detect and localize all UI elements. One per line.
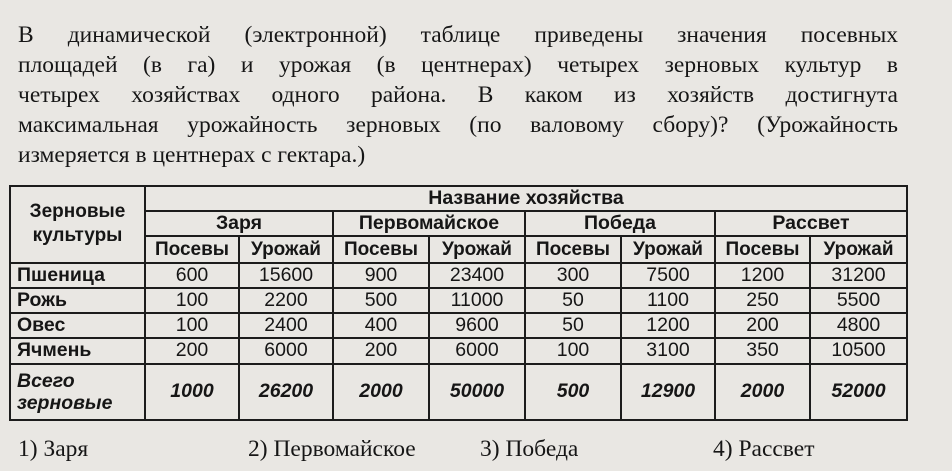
total-row-label: [10, 364, 145, 421]
table-cell: 6000: [239, 338, 333, 363]
farm-header-rassvet: Рассвет: [715, 211, 907, 236]
table-cell: 6000: [429, 338, 525, 363]
sub-header-harvest: Урожай: [810, 236, 907, 262]
table-cell: 100: [145, 313, 239, 338]
table-cell: 2000: [715, 364, 810, 421]
table-cell: 500: [333, 288, 429, 313]
table-cell: 50000: [429, 364, 525, 421]
total-label-line1: Всего: [17, 369, 75, 392]
table-cell: 600: [145, 263, 239, 288]
table-cell: 2200: [239, 288, 333, 313]
table-cell: 350: [715, 338, 810, 363]
table-cell: 200: [715, 313, 810, 338]
farm-header-pobeda: Победа: [525, 211, 715, 236]
crop-name: Рожь: [10, 288, 145, 313]
table-cell: 1000: [145, 364, 239, 421]
table-cell: 2400: [239, 313, 333, 338]
table-cell: 9600: [429, 313, 525, 338]
crops-header-line2: культуры: [32, 225, 123, 247]
table-cell: 300: [525, 263, 621, 288]
table-cell: 250: [715, 288, 810, 313]
answer-options: [18, 436, 938, 466]
farm-header-pervomayskoe: Первомайское: [333, 211, 525, 236]
table-cell: 50: [525, 313, 621, 338]
table-row: [10, 313, 907, 338]
question-line: максимальная урожайность зерновых (по валовому сбору)? (Урожайность: [18, 112, 898, 138]
answer-option-4[interactable]: 4) Рассвет: [713, 436, 815, 462]
table-cell: 31200: [810, 263, 907, 288]
question-text: [18, 20, 898, 170]
crops-header-line1: Зерновые: [29, 201, 126, 223]
table-cell: 400: [333, 313, 429, 338]
table-row: [10, 263, 907, 288]
sub-header-harvest: Урожай: [621, 236, 715, 262]
question-line: площадей (в га) и урожая (в центнерах) четырех зерновых культур в: [18, 52, 898, 78]
table-cell: 26200: [239, 364, 333, 421]
table-cell: 52000: [810, 364, 907, 421]
total-label-line2: зерновые: [17, 391, 113, 414]
sub-header-harvest: Урожай: [239, 236, 333, 262]
table-row: [10, 288, 907, 313]
table-cell: 2000: [333, 364, 429, 421]
table-cell: 500: [525, 364, 621, 421]
crop-name: Ячмень: [10, 338, 145, 363]
table-cell: 1200: [715, 263, 810, 288]
answer-option-3[interactable]: 3) Победа: [480, 436, 579, 462]
table-cell: 100: [145, 288, 239, 313]
total-row: [10, 364, 907, 421]
table-cell: 7500: [621, 263, 715, 288]
table-cell: 3100: [621, 338, 715, 363]
table-cell: 12900: [621, 364, 715, 421]
table-cell: 1100: [621, 288, 715, 313]
table-cell: 200: [333, 338, 429, 363]
sub-header-sown: Посевы: [715, 236, 810, 262]
crops-header: [10, 186, 145, 263]
question-line: В динамической (электронной) таблице приведены значения посевных: [18, 22, 898, 48]
table-cell: 15600: [239, 263, 333, 288]
sub-header-sown: Посевы: [333, 236, 429, 262]
farm-group-header: Название хозяйства: [145, 186, 907, 211]
table-cell: 900: [333, 263, 429, 288]
sub-header-sown: Посевы: [525, 236, 621, 262]
question-line: измеряется в центнерах с гектара.): [18, 142, 366, 168]
table-cell: 4800: [810, 313, 907, 338]
table-cell: 10500: [810, 338, 907, 363]
question-line: четырех хозяйствах одного района. В каком из хозяйств достигнута: [18, 82, 898, 108]
crop-name: Овес: [10, 313, 145, 338]
sub-header-sown: Посевы: [145, 236, 239, 262]
sub-header-harvest: Урожай: [429, 236, 525, 262]
table-row: [10, 338, 907, 363]
table-cell: 100: [525, 338, 621, 363]
yield-table: [9, 185, 908, 421]
answer-option-2[interactable]: 2) Первомайское: [248, 436, 416, 462]
crop-name: Пшеница: [10, 263, 145, 288]
table-cell: 50: [525, 288, 621, 313]
table-cell: 1200: [621, 313, 715, 338]
table-cell: 5500: [810, 288, 907, 313]
table-cell: 11000: [429, 288, 525, 313]
farm-header-zarya: Заря: [145, 211, 333, 236]
table-cell: 200: [145, 338, 239, 363]
table-cell: 23400: [429, 263, 525, 288]
answer-option-1[interactable]: 1) Заря: [18, 436, 89, 462]
